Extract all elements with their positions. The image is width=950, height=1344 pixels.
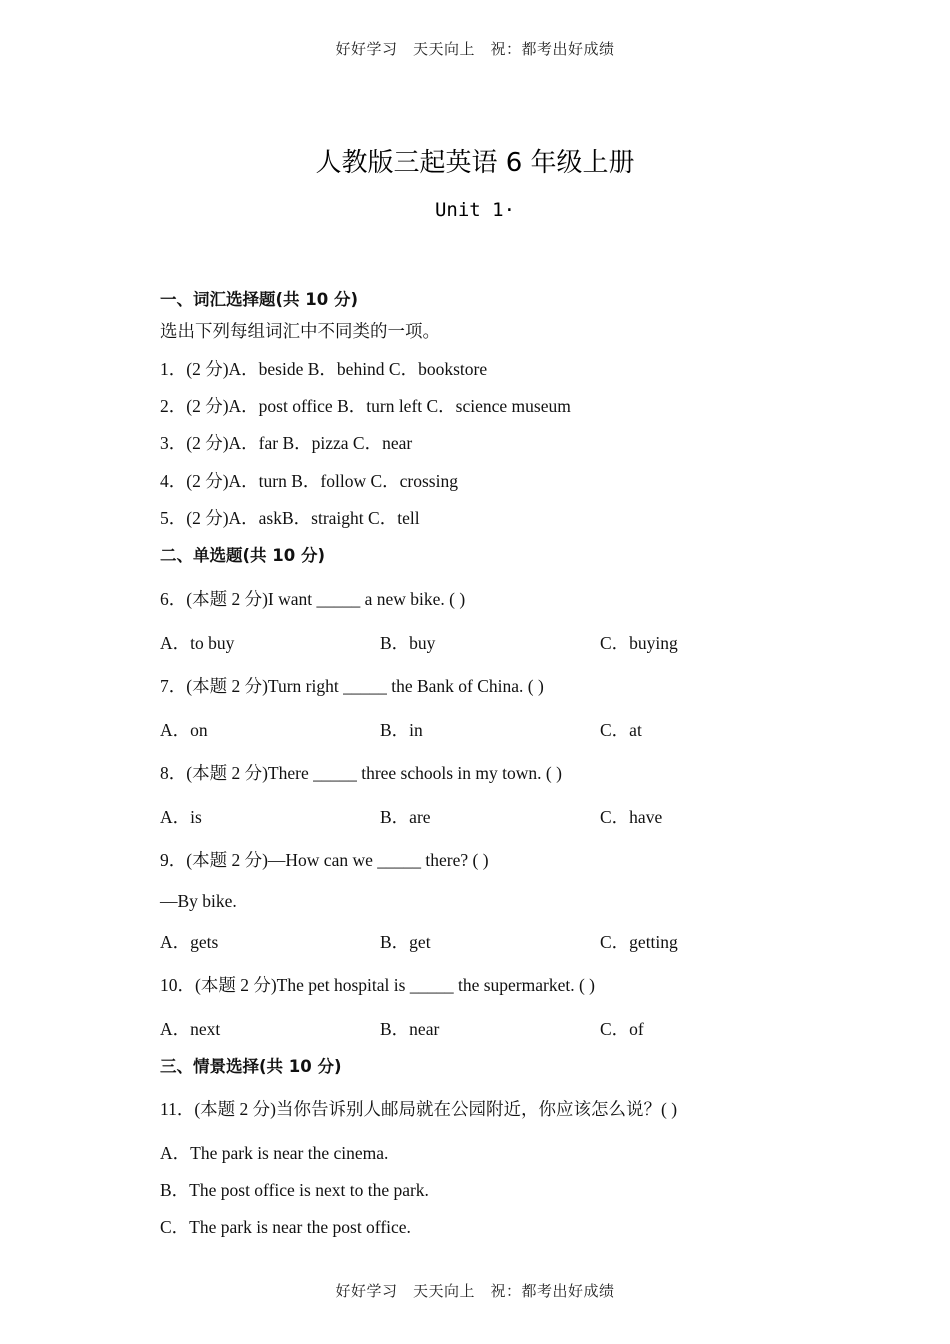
question-1: 1．(2 分)A．beside B．behind C．bookstore <box>160 359 488 379</box>
question-3: 3．(2 分)A．far B．pizza C．near <box>160 433 413 453</box>
question-10: 10．(本题 2 分)The pet hospital is _____ the supermarket. ( ) <box>160 975 595 995</box>
question-7: 7．(本题 2 分)Turn right _____ the Bank of China. ( ) <box>160 676 544 696</box>
question-4: 4．(2 分)A．turn B．follow C．crossing <box>160 471 458 491</box>
question-2: 2．(2 分)A．post office B．turn left C．science museum <box>160 396 571 416</box>
q10-option-a: A．next <box>160 1019 221 1039</box>
question-9: 9．(本题 2 分)—How can we _____ there? ( ) <box>160 850 489 870</box>
q8-option-b: B．are <box>380 807 431 827</box>
document-subtitle: Unit 1· <box>434 199 516 221</box>
question-8: 8．(本题 2 分)There _____ three schools in my town. ( ) <box>160 763 562 783</box>
q6-option-b: B．buy <box>380 633 436 653</box>
document-title: 人教版三起英语 6 年级上册 <box>315 148 635 178</box>
page-header: 好好学习 天天向上 祝：都考出好成绩 <box>335 40 615 58</box>
q11-option-a: A．The park is near the cinema. <box>160 1143 389 1163</box>
q10-option-b: B．near <box>380 1019 440 1039</box>
q10-option-c: C．of <box>600 1019 644 1039</box>
q6-option-c: C．buying <box>600 633 678 653</box>
q11-option-c: C．The park is near the post office. <box>160 1217 411 1237</box>
q9-reply: —By bike. <box>160 891 237 911</box>
section-instruction: 选出下列每组词汇中不同类的一项。 <box>160 321 440 341</box>
question-11: 11．(本题 2 分)当你告诉别人邮局就在公园附近，你应该怎么说？( ) <box>160 1099 678 1119</box>
q7-option-a: A．on <box>160 720 208 740</box>
q6-option-a: A．to buy <box>160 633 235 653</box>
q9-option-b: B．get <box>380 932 431 952</box>
q7-option-c: C．at <box>600 720 642 740</box>
section-heading-single-choice: 二、单选题(共 10 分) <box>160 546 326 565</box>
q11-option-b: B．The post office is next to the park. <box>160 1180 429 1200</box>
section-heading-vocabulary: 一、词汇选择题(共 10 分) <box>160 290 359 309</box>
q9-option-a: A．gets <box>160 932 219 952</box>
q7-option-b: B．in <box>380 720 423 740</box>
question-5: 5．(2 分)A．askB．straight C．tell <box>160 508 420 528</box>
question-6: 6．(本题 2 分)I want _____ a new bike. ( ) <box>160 589 466 609</box>
page-footer: 好好学习 天天向上 祝：都考出好成绩 <box>335 1282 615 1300</box>
section-heading-situational: 三、情景选择(共 10 分) <box>160 1057 342 1076</box>
q9-option-c: C．getting <box>600 932 678 952</box>
q8-option-c: C．have <box>600 807 663 827</box>
q8-option-a: A．is <box>160 807 202 827</box>
